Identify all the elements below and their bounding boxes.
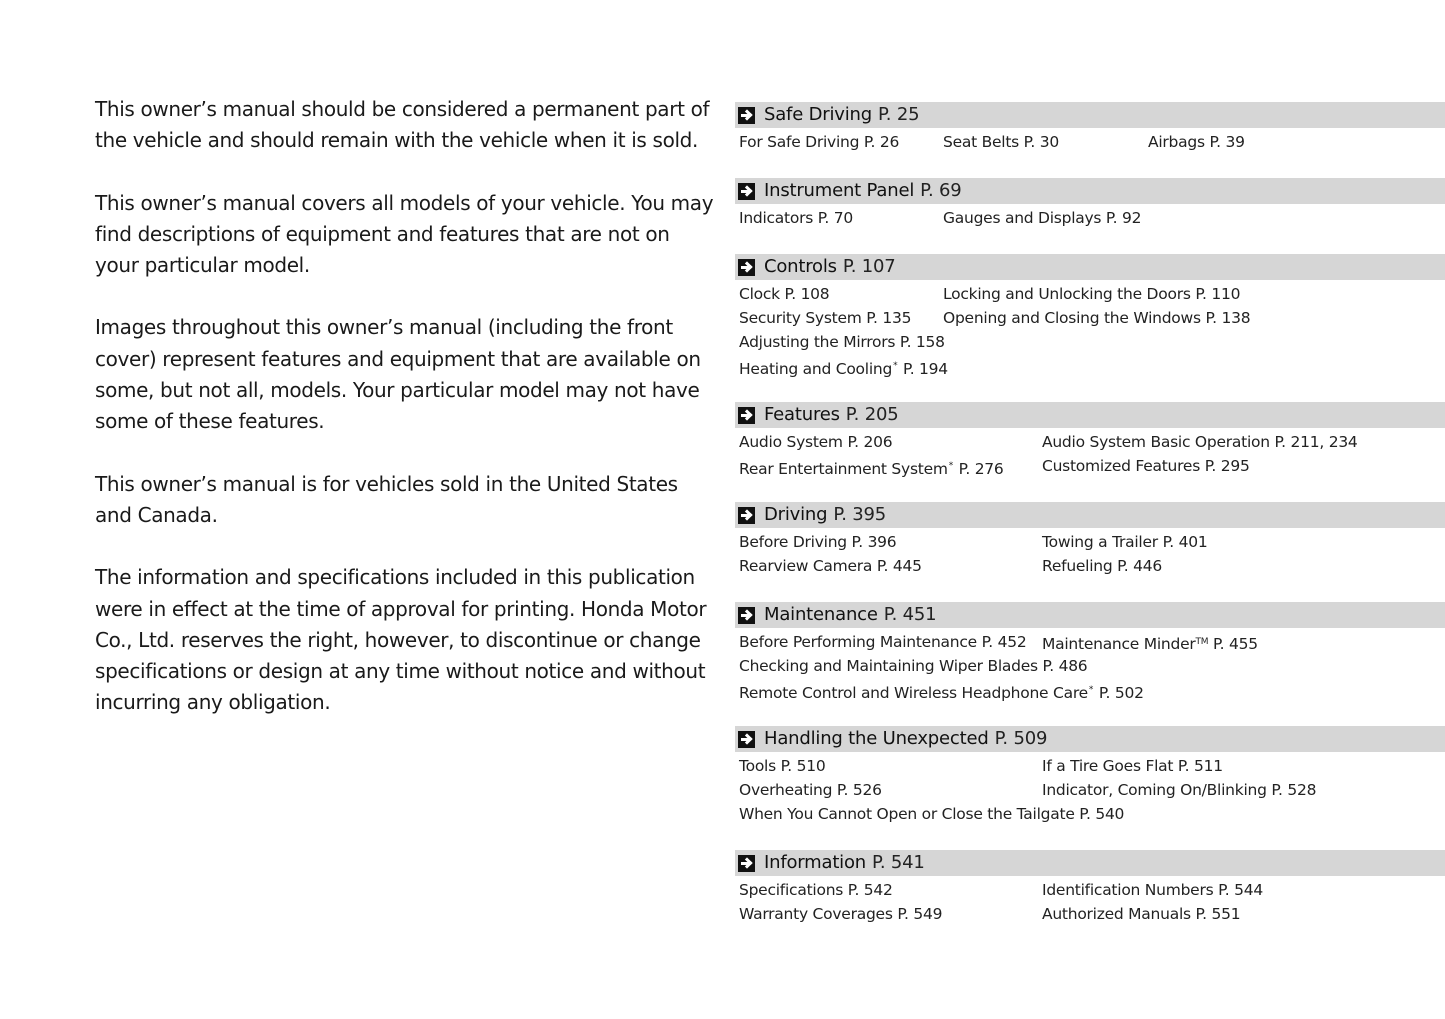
toc-section-header[interactable] <box>735 402 1445 428</box>
toc-entry-link[interactable]: Rear Entertainment System* P. 276 <box>739 460 1004 478</box>
toc-section-header[interactable] <box>735 502 1445 528</box>
toc-entry-link[interactable]: Airbags P. 39 <box>1148 133 1245 151</box>
toc-row <box>735 878 1445 902</box>
intro-paragraph: Images throughout this owner’s manual (including the front cover) represent features and equipment that are available on some, but not all, models. Your particular model may not have some of these features. <box>95 315 701 434</box>
arrow-right-icon <box>738 183 755 200</box>
toc-section-page: P. 205 <box>845 404 899 425</box>
toc-section <box>735 602 1445 702</box>
toc-section <box>735 402 1445 478</box>
toc-entry-link[interactable]: Overheating P. 526 <box>739 781 882 799</box>
toc-entry-link[interactable]: Authorized Manuals P. 551 <box>1042 905 1241 923</box>
toc-section-title: Features <box>764 404 840 425</box>
toc-section-page: P. 541 <box>872 852 925 873</box>
toc-entry-link[interactable]: Security System P. 135 <box>739 309 912 327</box>
toc-section-header[interactable] <box>735 726 1445 752</box>
toc-entry-link[interactable]: Identification Numbers P. 544 <box>1042 881 1263 899</box>
arrow-right-icon <box>738 731 755 748</box>
toc-section-header[interactable] <box>735 254 1445 280</box>
arrow-right-icon <box>738 407 755 424</box>
arrow-right-icon <box>738 259 755 276</box>
toc-section <box>735 850 1445 926</box>
toc-section <box>735 502 1445 578</box>
arrow-right-icon <box>738 855 755 872</box>
toc-section-page: P. 107 <box>842 256 896 277</box>
toc-section-title: Instrument Panel <box>764 180 915 201</box>
asterisk-mark: * <box>1088 685 1094 695</box>
toc-entry-link[interactable]: Checking and Maintaining Wiper Blades P. 486 <box>739 657 1088 675</box>
toc-row <box>735 206 1445 230</box>
toc-section-page: P. 451 <box>883 604 937 625</box>
toc-section-page: P. 25 <box>877 104 920 125</box>
asterisk-mark: * <box>893 361 898 371</box>
toc-entry-link[interactable]: Specifications P. 542 <box>739 881 893 899</box>
toc-entry-link[interactable]: Rearview Camera P. 445 <box>739 557 922 575</box>
toc-entry-link[interactable]: Gauges and Displays P. 92 <box>943 209 1142 227</box>
toc-section-title: Maintenance <box>764 604 878 625</box>
toc-row <box>735 802 1445 826</box>
toc-entry-link[interactable]: Adjusting the Mirrors P. 158 <box>739 333 945 351</box>
toc-row <box>735 678 1445 702</box>
toc-entry-link[interactable]: Maintenance Minder™ P. 455 <box>1042 635 1258 653</box>
toc-row <box>735 282 1445 306</box>
toc-section-title: Driving <box>764 504 828 525</box>
toc-entry-link[interactable]: Indicator, Coming On/Blinking P. 528 <box>1042 781 1317 799</box>
trademark-mark: TM <box>1195 637 1209 647</box>
toc-entry-link[interactable]: Customized Features P. 295 <box>1042 457 1250 475</box>
toc-section-page: P. 509 <box>994 728 1048 749</box>
intro-paragraph: The information and specifications included in this publication were in effect at the time of approval for printing. Honda Motor Co., Ltd. reserves the right, however, to discontinue or change specifications or design at any time without notice and without incurring any obligation. <box>95 565 707 715</box>
arrow-right-icon <box>738 607 755 624</box>
toc-section-title: Controls <box>764 256 837 277</box>
toc-section-title: Safe Driving <box>764 104 872 125</box>
toc-entry-link[interactable]: Towing a Trailer P. 401 <box>1042 533 1208 551</box>
toc-section-header[interactable] <box>735 850 1445 876</box>
toc-row <box>735 530 1445 554</box>
toc-row <box>735 306 1445 330</box>
intro-paragraph: This owner’s manual covers all models of your vehicle. You may find descriptions of equipment and features that are not on your particular model. <box>95 190 714 278</box>
toc-section-page: P. 395 <box>833 504 887 525</box>
toc-row <box>735 754 1445 778</box>
toc-section-header[interactable] <box>735 178 1445 204</box>
toc-row <box>735 654 1445 678</box>
arrow-right-icon <box>738 107 755 124</box>
toc-section-page: P. 69 <box>920 180 962 201</box>
toc-entry-link[interactable]: For Safe Driving P. 26 <box>739 133 900 151</box>
toc-entry-link[interactable]: Clock P. 108 <box>739 285 830 303</box>
intro-text <box>95 94 715 750</box>
table-of-contents <box>735 102 1445 950</box>
toc-entry-link[interactable]: Audio System P. 206 <box>739 433 893 451</box>
toc-section-title: Handling the Unexpected <box>764 728 989 749</box>
toc-entry-link[interactable]: Indicators P. 70 <box>739 209 854 227</box>
toc-section-header[interactable] <box>735 102 1445 128</box>
toc-row <box>735 354 1445 378</box>
toc-entry-link[interactable]: Before Performing Maintenance P. 452 <box>739 633 1027 651</box>
toc-entry-link[interactable]: Opening and Closing the Windows P. 138 <box>943 309 1251 327</box>
toc-entry-link[interactable]: When You Cannot Open or Close the Tailgate P. 540 <box>739 805 1125 823</box>
toc-entry-link[interactable]: Warranty Coverages P. 549 <box>739 905 943 923</box>
toc-row <box>735 630 1445 654</box>
toc-entry-link[interactable]: Audio System Basic Operation P. 211, 234 <box>1042 433 1358 451</box>
toc-section <box>735 254 1445 378</box>
toc-entry-link[interactable]: Remote Control and Wireless Headphone Care* P. 502 <box>739 684 1144 702</box>
toc-entry-link[interactable]: Heating and Cooling* P. 194 <box>739 360 948 378</box>
toc-row <box>735 330 1445 354</box>
intro-paragraph: This owner’s manual should be considered a permanent part of the vehicle and should remain with the vehicle when it is sold. <box>95 97 710 153</box>
toc-section-header[interactable] <box>735 602 1445 628</box>
toc-row <box>735 454 1445 478</box>
toc-entry-link[interactable]: Refueling P. 446 <box>1042 557 1162 575</box>
toc-section-title: Information <box>764 852 866 873</box>
toc-row <box>735 902 1445 926</box>
toc-entry-link[interactable]: Before Driving P. 396 <box>739 533 897 551</box>
toc-row <box>735 430 1445 454</box>
toc-section <box>735 726 1445 826</box>
toc-row <box>735 554 1445 578</box>
toc-entry-link[interactable]: If a Tire Goes Flat P. 511 <box>1042 757 1223 775</box>
arrow-right-icon <box>738 507 755 524</box>
toc-row <box>735 130 1445 154</box>
intro-paragraph: This owner’s manual is for vehicles sold in the United States and Canada. <box>95 471 678 527</box>
asterisk-mark: * <box>948 461 953 471</box>
toc-entry-link[interactable]: Locking and Unlocking the Doors P. 110 <box>943 285 1241 303</box>
toc-section <box>735 178 1445 230</box>
toc-entry-link[interactable]: Tools P. 510 <box>739 757 826 775</box>
toc-row <box>735 778 1445 802</box>
toc-section <box>735 102 1445 154</box>
toc-entry-link[interactable]: Seat Belts P. 30 <box>943 133 1059 151</box>
